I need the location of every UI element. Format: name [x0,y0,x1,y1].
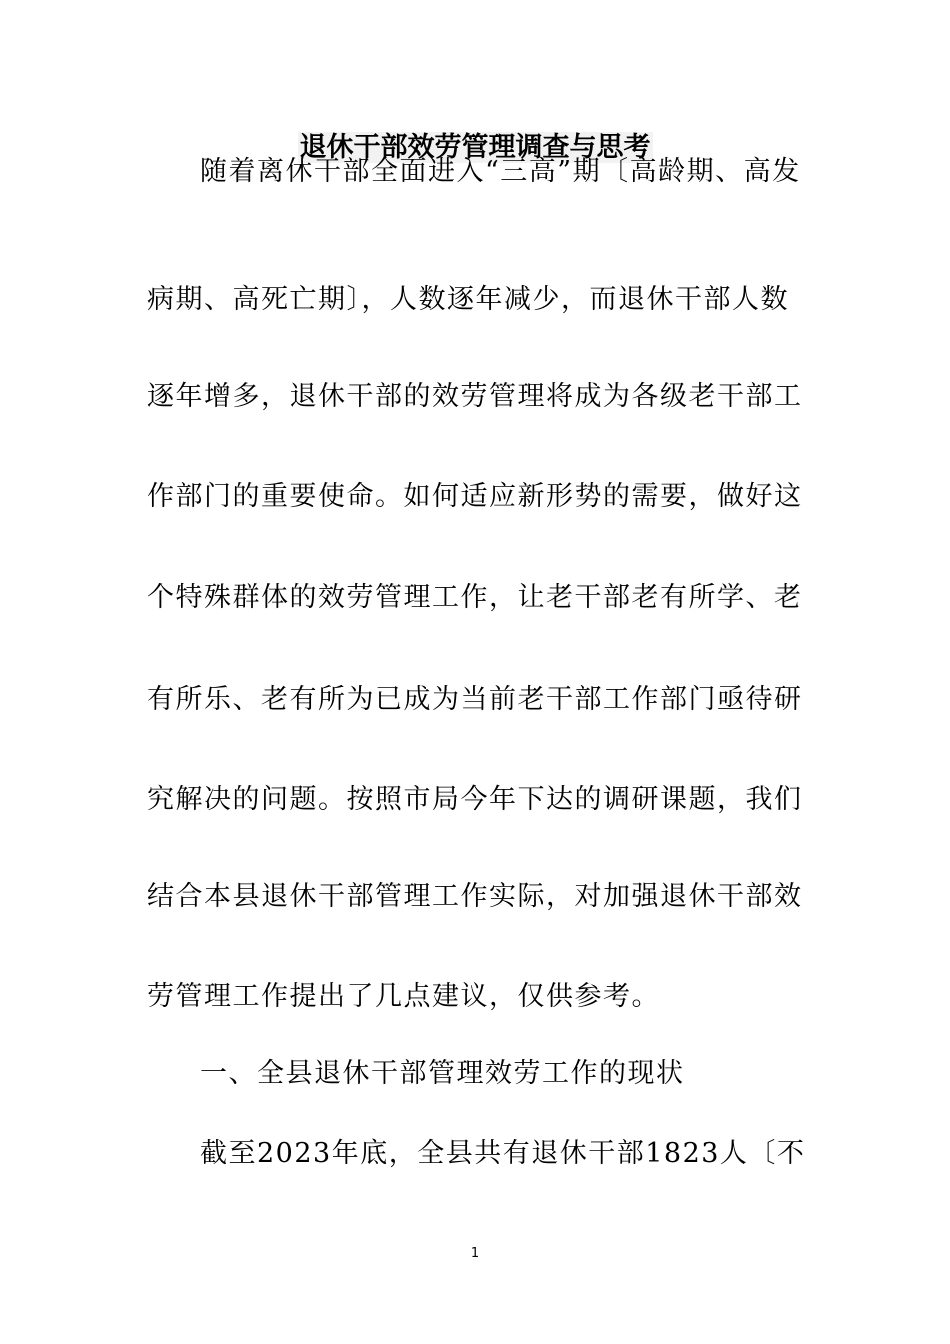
paragraph-line: 随着离休干部全面进入“三高”期〔高龄期、高发 [200,156,801,187]
paragraph-line: 个特殊群体的效劳管理工作，让老干部老有所学、老 [147,582,803,613]
paragraph-line: 劳管理工作提出了几点建议，仅供参考。 [147,981,660,1012]
paragraph-line: 逐年增多，退休干部的效劳管理将成为各级老干部工 [147,381,803,412]
document-title-text: 退休干部效劳管理调查与思考 [299,132,651,163]
paragraph-line: 病期、高死亡期〕，人数逐年减少，而退休干部人数 [147,284,789,315]
paragraph-line: 作部门的重要使命。如何适应新形势的需要，做好这 [147,481,803,512]
paragraph-line: 究解决的问题。按照市局今年下达的调研课题，我们 [147,784,803,815]
section-heading: 一、全县退休干部管理效劳工作的现状 [200,1058,685,1089]
paragraph-line: 有所乐、老有所为已成为当前老干部工作部门亟待研 [147,684,803,715]
paragraph-line: 截至2023年底，全县共有退休干部1823人〔不 [200,1138,806,1169]
page-number: 1 [470,1246,480,1261]
paragraph-line: 结合本县退休干部管理工作实际，对加强退休干部效 [147,881,803,912]
